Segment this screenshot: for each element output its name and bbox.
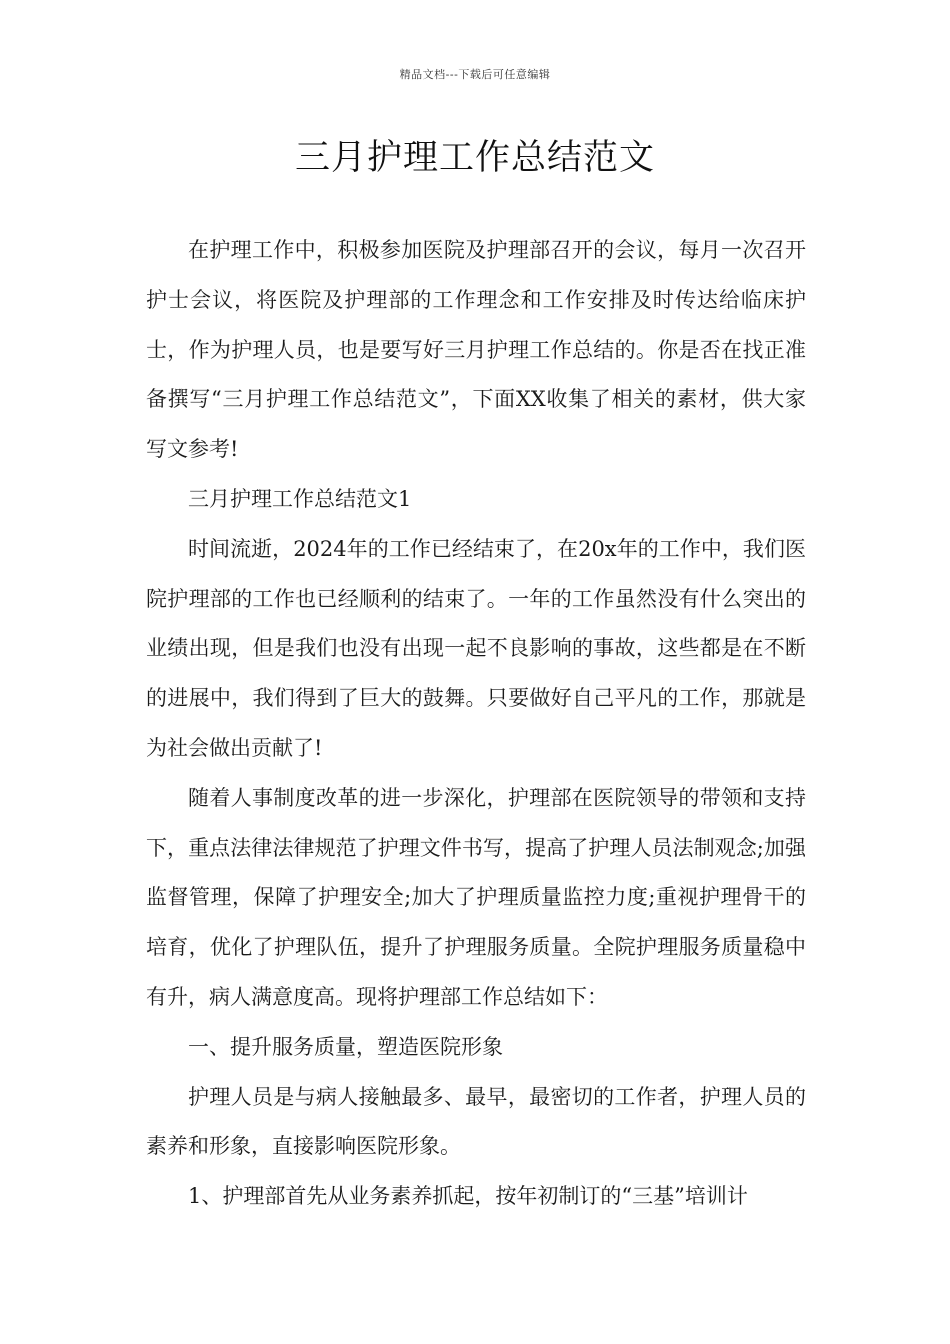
document-body xyxy=(146,226,806,1222)
header-note: 精品文档---下载后可任意编辑 xyxy=(399,68,551,81)
document-title: 三月护理工作总结范文 xyxy=(294,138,655,178)
paragraph: 随着人事制度改革的进一步深化，护理部在医院领导的带领和支持下，重点法律法律规范了护理文件书写，提高了护理人员法制观念;加强监督管理，保障了护理安全;加大了护理质量监控力度;重视护理骨干的培育，优化了护理队伍，提升了护理服务质量。全院护理服务质量稳中有升，病人满意度高。现将护理部工作总结如下： xyxy=(146,785,806,1009)
paragraph-intro: 在护理工作中，积极参加医院及护理部召开的会议，每月一次召开护士会议，将医院及护理部的工作理念和工作安排及时传达给临床护士，作为护理人员，也是要写好三月护理工作总结的。你是否在找正准备撰写“三月护理工作总结范文”，下面XX收集了相关的素材，供大家写文参考! xyxy=(146,238,806,462)
section-heading: 三月护理工作总结范文1 xyxy=(188,486,412,511)
paragraph: 时间流逝，2024年的工作已经结束了，在20x年的工作中，我们医院护理部的工作也已经顺利的结束了。一年的工作虽然没有什么突出的业绩出现，但是我们也没有出现一起不良影响的事故，这些都是在不断的进展中，我们得到了巨大的鼓舞。只要做好自己平凡的工作，那就是为社会做出贡献了! xyxy=(146,536,806,760)
paragraph: 1、护理部首先从业务素养抓起，按年初制订的“三基”培训计 xyxy=(188,1184,748,1209)
subsection-heading: 一、提升服务质量，塑造医院形象 xyxy=(188,1034,503,1059)
paragraph: 护理人员是与病人接触最多、最早，最密切的工作者，护理人员的素养和形象，直接影响医院形象。 xyxy=(146,1084,806,1159)
